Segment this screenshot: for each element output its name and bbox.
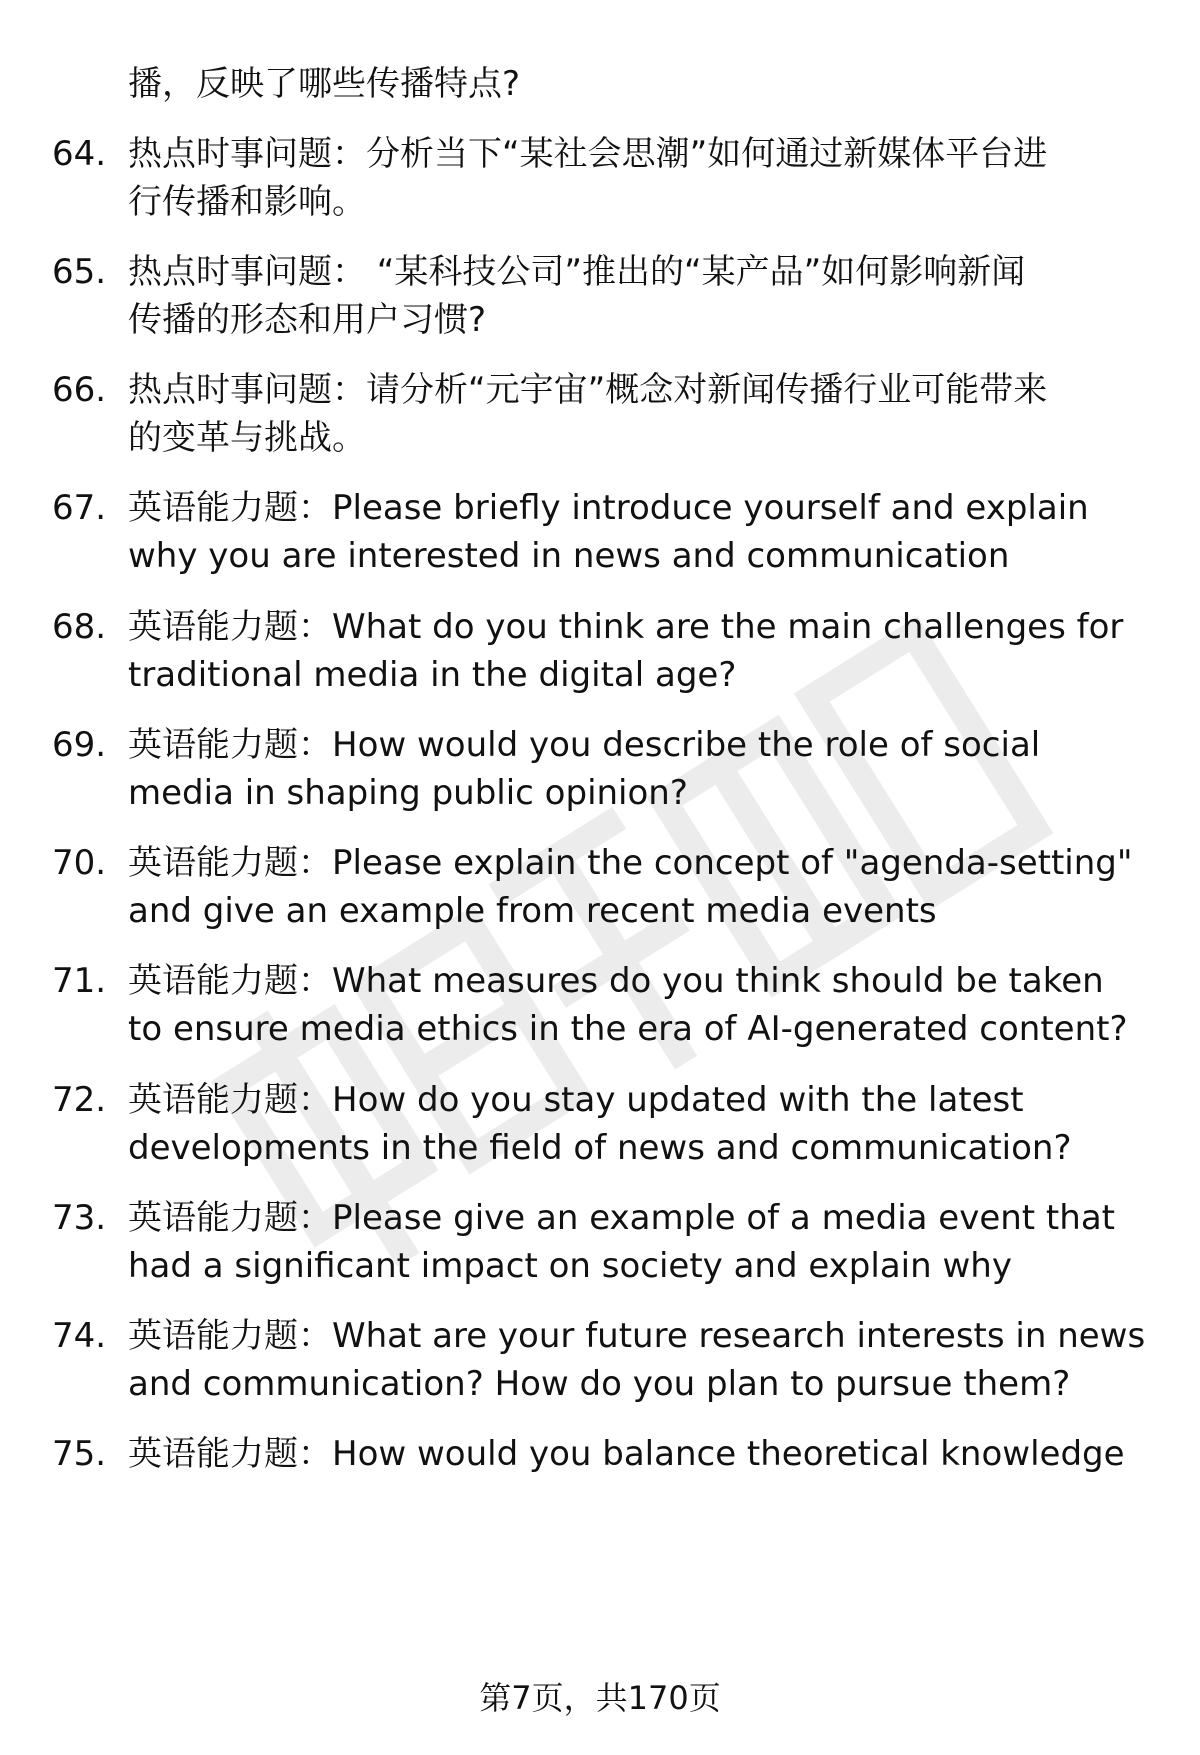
item-number: 71.	[52, 961, 107, 1001]
item-line: 英语能力题：Please briefly introduce yourself and explain	[128, 488, 1089, 528]
item-line: 英语能力题：How would you describe the role of social	[128, 725, 1041, 765]
item-number: 68.	[52, 607, 107, 647]
item-number: 69.	[52, 725, 107, 765]
item-line: 英语能力题：Please give an example of a media event that	[128, 1198, 1115, 1238]
item-line: traditional media in the digital age?	[128, 655, 737, 695]
item-line: 的变革与挑战。	[128, 418, 366, 458]
item-line: had a significant impact on society and explain why	[128, 1246, 1012, 1286]
item-number: 64.	[52, 134, 107, 174]
item-line: 热点时事问题：请分析“元宇宙”概念对新闻传播行业可能带来	[128, 370, 1048, 410]
item-text	[128, 130, 1162, 226]
item-line: 行传播和影响。	[128, 182, 366, 222]
item-line: media in shaping public opinion?	[128, 773, 688, 813]
item-line: to ensure media ethics in the era of AI-generated content?	[128, 1009, 1128, 1049]
item-line: 传播的形态和用户习惯?	[128, 300, 487, 340]
item-number: 74.	[52, 1316, 107, 1356]
item-text	[128, 721, 1162, 817]
item-line: 英语能力题：How would you balance theoretical knowledge	[128, 1434, 1125, 1474]
item-text	[128, 839, 1162, 935]
item-line: 英语能力题：How do you stay updated with the latest	[128, 1080, 1024, 1120]
item-line: 英语能力题：What measures do you think should be taken	[128, 961, 1104, 1001]
item-line: 热点时事问题： “某科技公司”推出的“某产品”如何影响新闻	[128, 252, 1026, 292]
item-number: 65.	[52, 252, 107, 292]
item-text	[128, 603, 1162, 699]
item-number: 67.	[52, 488, 107, 528]
item-number: 75.	[52, 1434, 107, 1474]
item-line: 英语能力题：Please explain the concept of "agenda-setting"	[128, 843, 1133, 883]
item-text	[128, 1312, 1162, 1408]
item-line: 英语能力题：What are your future research interests in news	[128, 1316, 1146, 1356]
item-line: and give an example from recent media events	[128, 891, 937, 931]
item-line: developments in the field of news and communication?	[128, 1128, 1072, 1168]
item-number: 72.	[52, 1080, 107, 1120]
item-line: why you are interested in news and communication	[128, 536, 1010, 576]
item-line: 热点时事问题：分析当下“某社会思潮”如何通过新媒体平台进	[128, 134, 1048, 174]
item-line: and communication? How do you plan to pursue them?	[128, 1364, 1071, 1404]
item-text	[128, 484, 1162, 580]
item-number: 70.	[52, 843, 107, 883]
continuation-text: 播，反映了哪些传播特点?	[128, 64, 521, 104]
item-text	[128, 957, 1162, 1053]
item-number: 73.	[52, 1198, 107, 1238]
item-text	[128, 248, 1162, 344]
item-text	[128, 1076, 1162, 1172]
item-line: 英语能力题：What do you think are the main challenges for	[128, 607, 1124, 647]
item-number: 66.	[52, 370, 107, 410]
item-text	[128, 1430, 1162, 1478]
item-text	[128, 366, 1162, 462]
page-footer: 第7页，共170页	[479, 1679, 721, 1717]
item-text	[128, 1194, 1162, 1290]
